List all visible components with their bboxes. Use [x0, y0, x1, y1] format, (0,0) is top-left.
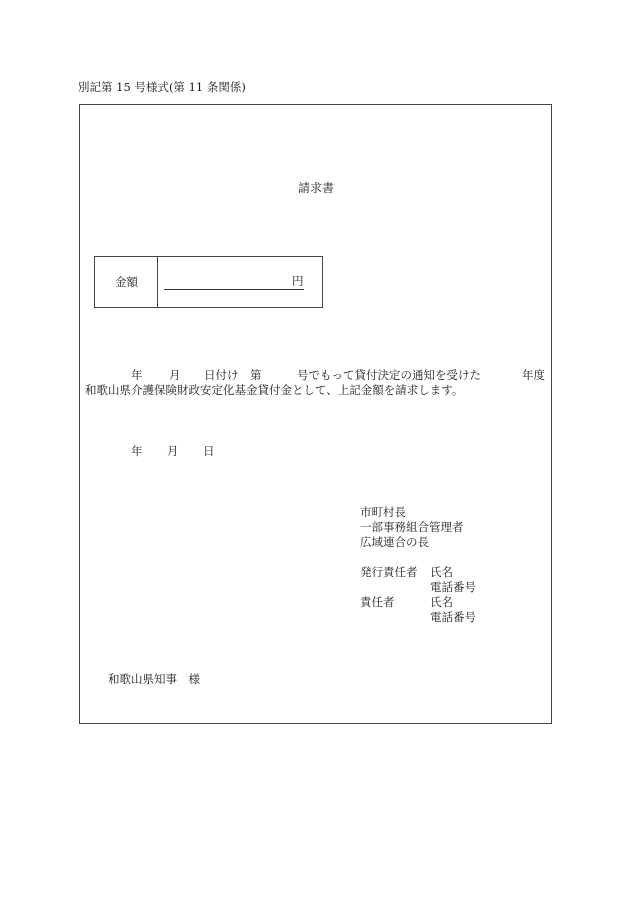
amount-unit: 円 — [292, 274, 304, 288]
body-dated-label: 日付け — [204, 368, 239, 382]
date-month-label: 月 — [167, 444, 179, 458]
responsible-name-label: 氏名 — [430, 595, 453, 609]
signatory-title-wide-area-head: 広域連合の長 — [360, 535, 429, 549]
body-month-label: 月 — [169, 368, 181, 382]
body-dai-label: 第 — [250, 368, 262, 382]
responsible-phone-label: 電話番号 — [430, 610, 476, 624]
date-year-label: 年 — [131, 444, 143, 458]
signatory-title-mayor: 市町村長 — [360, 505, 406, 519]
issuer-name-label: 氏名 — [430, 565, 453, 579]
body-notice-text: 号でもって貸付決定の通知を受けた — [297, 368, 481, 382]
body-fiscal-year-label: 年度 — [522, 368, 545, 382]
responsible-label: 責任者 — [360, 595, 395, 609]
issuer-phone-label: 電話番号 — [430, 580, 476, 594]
amount-divider — [157, 257, 158, 307]
body-request-text: 和歌山県介護保険財政安定化基金貸付金として、上記金額を請求します。 — [85, 383, 464, 397]
date-day-label: 日 — [203, 444, 215, 458]
amount-input-line[interactable] — [164, 289, 304, 290]
form-number-label: 別記第 15 号様式(第 11 条関係) — [78, 80, 246, 94]
form-frame — [79, 104, 552, 724]
body-year-label: 年 — [131, 368, 143, 382]
amount-box — [94, 256, 323, 308]
addressee: 和歌山県知事 様 — [108, 672, 200, 686]
amount-label: 金額 — [115, 275, 138, 289]
issuer-label: 発行責任者 — [360, 565, 418, 579]
document-title: 請求書 — [298, 181, 335, 195]
signatory-title-union-manager: 一部事務組合管理者 — [360, 520, 464, 534]
